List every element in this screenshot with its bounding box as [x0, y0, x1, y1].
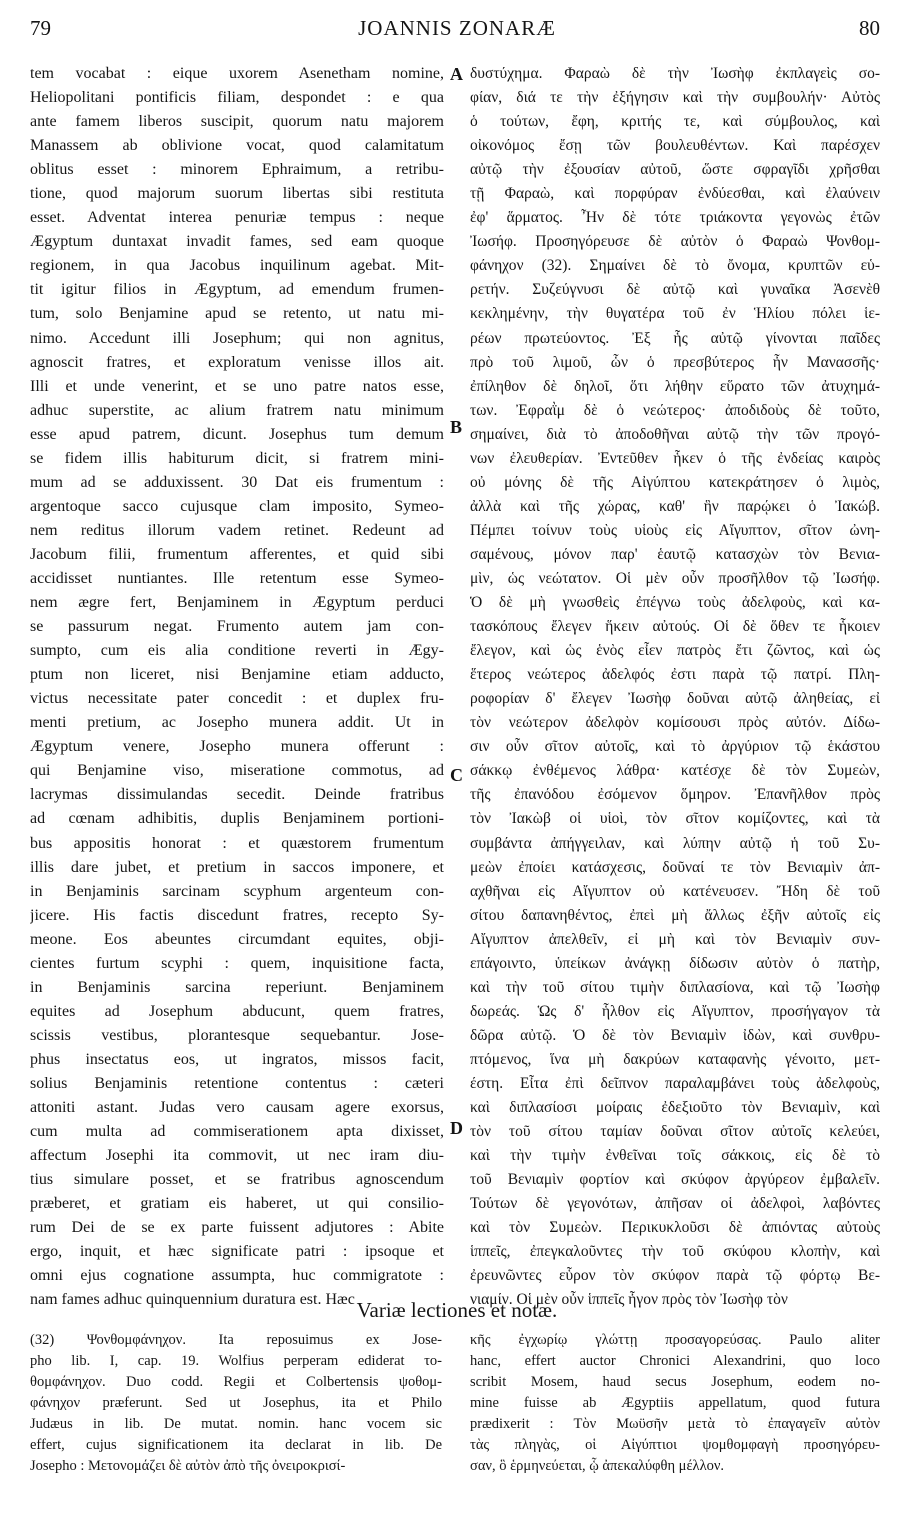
latin-text-line: sumpto, cum eis alia conditione reverti in Ægy-	[30, 642, 444, 660]
latin-text-line: Ægyptum duntaxat invadit fames, sed eam quoque	[30, 233, 444, 251]
greek-text-line: οὐ μόνης δὲ τῆς Αἰγύπτου κατεκράτησεν ὁ λιμὸς,	[470, 473, 880, 491]
greek-text-line: Ὁ δὲ μὴ γνωσθεὶς ἐπέγνω τοὺς ἀδελφοὺς, καὶ κα-	[470, 594, 880, 612]
latin-text-line: equites ad Josephum abducunt, quem fratres,	[30, 1002, 444, 1020]
latin-text-line: tit igitur filios in Ægyptum, ad emendum frumen-	[30, 281, 444, 299]
latin-text-line: affectum Josephi ita commovit, ut nec iram diu-	[30, 1147, 444, 1165]
latin-text-line: ptum non liceret, nisi Benjamine etiam adducto,	[30, 666, 444, 684]
greek-text-line: ἐρευνῶντες εὗρον τὸν σκύφον παρὰ τῷ φόρτῳ Βε-	[470, 1267, 880, 1285]
greek-text-line: επάγοιντο, ὑπείκων ἀνάγκῃ δίδωσιν αὐτὸν ὁ πατὴρ,	[470, 954, 880, 972]
latin-text-line: ergo, inquit, et hæc significate patri : ipsoque et	[30, 1243, 444, 1261]
latin-text-line: ante famem liberos suscipit, quorum natu majorem	[30, 113, 444, 131]
greek-text-line: μὶν, ὡς νεώτατον. Οἱ μὲν οὖν προσῆλθον τῷ Ἰωσήφ.	[470, 569, 880, 587]
running-header	[0, 16, 914, 56]
greek-text-line: ἐπίληθον δὲ δηλοῖ, ὅτι λήθην εὕρατο τῶν ἀτυχημά-	[470, 377, 880, 395]
latin-text-line: meone. Eos abeuntes circumdant equites, obji-	[30, 930, 444, 948]
greek-text-line: νων ἐλευθερίαν. Ἐντεῦθεν ἧκεν ὁ τῆς ἐνδείας καιρὸς	[470, 449, 880, 467]
greek-text-line: νιαμίν. Οἱ μὲν οὖν ἱππεῖς ἦγον πρὸς τὸν Ἰωσὴφ τὸν	[470, 1291, 788, 1309]
note-line: κῆς ἐγχωρίῳ γλώττῃ προσαγορεύσας. Paulo aliter	[470, 1332, 880, 1348]
greek-text-line: σημαίνει, διὰ τὸ ἀποδοθῆναι αὐτῷ τὴν τῶν προγό-	[470, 425, 880, 443]
margin-letter-a: A	[450, 64, 463, 84]
latin-text-line: menti pretium, ac Josepho munera addit. Ut in	[30, 714, 444, 732]
latin-text-line: solius Benjaminis retentione contentus : cæteri	[30, 1074, 444, 1092]
greek-text-line: ρέων πρωτεύοντος. Ἐξ ἧς αὐτῷ γίνονται παῖδες	[470, 329, 880, 347]
latin-text-line: Ægyptum venere, Josepho munera offerunt :	[30, 738, 444, 756]
latin-text-line: oblitus esset : minorem Ephraimum, a retribu-	[30, 161, 444, 179]
greek-text-line: Πέμπει τοίνυν τοὺς υἱοὺς εἰς Αἴγυπτον, σῖτον ὠνη-	[470, 521, 880, 539]
latin-text-line: esset. Adventat interea penuriæ tempus : neque	[30, 209, 444, 227]
note-line: mine fuisse ab Ægyptiis appellatum, quod futura	[470, 1395, 880, 1411]
note-line: φάνηχον præferunt. Sed ut Josephus, ita et Philo	[30, 1395, 442, 1411]
latin-text-line: bus appositis honorat : et quæstorem frumentum	[30, 834, 444, 852]
latin-text-line: jicere. His factis discedunt fratres, recepto Sy-	[30, 906, 444, 924]
latin-text-line: agnoscit fratres, et exploratum venisse illos ait.	[30, 353, 444, 371]
greek-text-line: ροφορίαν δ' ἔλεγεν Ἰωσὴφ δοῦναι αὐτῷ ἀληθείας, εἰ	[470, 690, 880, 708]
latin-text-line: se fidem illis habiturum dicit, si fratrem mini-	[30, 449, 444, 467]
latin-text-line: ad cœnam adhibitis, duplis Benjaminem portioni-	[30, 810, 444, 828]
margin-letter-b: B	[450, 417, 463, 437]
greek-text-line: καὶ τὴν τοῦ σίτου τιμὴν διπλασίονα, καὶ τῷ Ἰωσὴφ	[470, 978, 880, 996]
greek-text-line: φάνηχον (32). Σημαίνει δὲ τὸ ὄνομα, κρυπτῶν εὑ-	[470, 257, 880, 275]
greek-text-line: σιν οὖν σῖτον αὐτοῖς, καὶ τὸ ἀργύριον τῷ ἑκάστου	[470, 738, 880, 756]
greek-text-line: καὶ διπλασίοσι μοίραις ἐδεξιοῦτο τὸν Βενιαμὶν, καὶ	[470, 1099, 880, 1117]
greek-text-line: ἕτερος νεώτερος ἀδελφός ἐστι παρὰ τῷ πατρί. Πλη-	[470, 666, 880, 684]
latin-text-line: omni ejus cognatione assumpta, huc commigratote :	[30, 1267, 444, 1285]
note-line: (32) Ψονθομφάνηχον. Ita reposuimus ex Jose-	[30, 1332, 442, 1348]
greek-text-line: σαμένους, μόνον παρ' ἑαυτῷ κατασχὼν τὸν Βενια-	[470, 545, 880, 563]
note-line: θομφάνηχον. Duo codd. Regii et Colbertensis ψοθομ-	[30, 1374, 442, 1390]
note-line: prædixerit : Τὸν Μωϋσῆν μετὰ τὸ ἐπαγαγεῖν αὐτὸν	[470, 1416, 880, 1432]
greek-text-line: καὶ τὴν τιμὴν ἐνθεῖναι τοῖς σάκκοις, εἰς δὲ τὸ	[470, 1147, 880, 1165]
latin-text-line: Manassem ab oblivione vocat, quod calamitatum	[30, 137, 444, 155]
latin-text-line: argentoque sacco cujusque clam imposito, Symeo-	[30, 497, 444, 515]
latin-text-line: adhuc superstite, ac alium fratrem natu minimum	[30, 401, 444, 419]
latin-text-line: scissis vestibus, plorantesque sequebantur. Jose-	[30, 1026, 444, 1044]
margin-letter-d: D	[450, 1118, 463, 1138]
latin-text-line: esse apud patrem, dicunt. Josephus tum demum	[30, 425, 444, 443]
latin-text-line: tius simulare posset, et se fratribus agnoscendum	[30, 1171, 444, 1189]
greek-text-line: φίαν, διά τε τὴν ἐξήγησιν καὶ τὴν συμβουλήν· Αὐτὸς	[470, 89, 880, 107]
latin-text-line: tem vocabat : eique uxorem Asenetham nomine,	[30, 65, 444, 82]
note-line: effert, cujus significationem ita declarat in lib. De	[30, 1437, 442, 1453]
note-line: σαν, ὃ ἑρμηνεύεται, ᾧ ἀπεκαλύφθη μέλλον.	[470, 1458, 725, 1474]
note-line: pho lib. I, cap. 19. Wolfius perperam ediderat το-	[30, 1353, 442, 1369]
latin-text-line: in Benjaminis sarcinam scyphum argenteum con-	[30, 882, 444, 900]
note-line: hanc, effert auctor Chronici Alexandrini, quo loco	[470, 1353, 880, 1369]
greek-text-line: δυστύχημα. Φαραὼ δὲ τὴν Ἰωσὴφ ἐκπλαγεὶς σο-	[470, 65, 880, 82]
greek-text-line: μεὼν ἐποίει κατάσχεσις, δοῦναί τε τὸν Βενιαμὶν ἀπ-	[470, 858, 880, 876]
greek-text-line: τὸν νεώτερον ἀδελφὸν κομίσουσι πρὸς αὐτόν. Δίδω-	[470, 714, 880, 732]
latin-text-line: in Benjaminis sarcina reperiunt. Benjaminem	[30, 978, 444, 996]
latin-column	[30, 62, 444, 1312]
greek-text-line: δωρεάς. Ὡς δ' ἧλθον εἰς Αἴγυπτον, προσήγαγον τὰ	[470, 1002, 880, 1020]
greek-column	[470, 62, 880, 1312]
latin-text-line: regionem, in qua Jacobus inquilinum agebat. Mit-	[30, 257, 444, 275]
running-title: JOANNIS ZONARÆ	[358, 16, 556, 40]
notes-left-column	[30, 1330, 442, 1477]
margin-letter-c: C	[450, 765, 463, 785]
latin-text-line: Jacobum filii, frumentum afferentes, et quid sibi	[30, 545, 444, 563]
latin-text-line: accidisset nuntiantes. Ille retentum esse Symeo-	[30, 569, 444, 587]
greek-text-line: καὶ τὸν Συμεὼν. Περικυκλοῦσι δὲ ἀπιόντας αὐτοὺς	[470, 1219, 880, 1237]
latin-text-line: nem ægre fert, Benjaminem in Ægyptum perduci	[30, 594, 444, 612]
note-line: scribit Mosem, haud secus Josephum, eodem no-	[470, 1374, 880, 1390]
greek-text-line: συμβάντα ἀπήγγειλαν, καὶ λύπην αὐτῷ ἡ τοῦ Συ-	[470, 834, 880, 852]
greek-text-line: τῇ Φαραὼ, καὶ πορφύραν ἐνδύεσθαι, καὶ ἐλαύνειν	[470, 185, 880, 203]
greek-text-line: ἀλλὰ καὶ τῆς χώρας, καθ' ἣν παρῴκει ὁ Ἰακώβ.	[470, 497, 880, 515]
greek-text-line: τῆς ἐπανόδου ἐσόμενον ὅμηρον. Ἐπανῆλθον πρὸς	[470, 786, 880, 804]
greek-text-line: τὸν τοῦ σίτου ταμίαν δοῦναι σῖτον αὐτοῖς κελεύει,	[470, 1123, 880, 1141]
latin-text-line: se passurum negat. Frumento autem jam con-	[30, 618, 444, 636]
greek-text-line: των. Ἐφραῒμ δὲ ὁ νεώτερος· ἀποδιδοὺς δὲ τοῦτο,	[470, 401, 880, 419]
latin-text-line: cum multa ad commiserationem apta dixisset,	[30, 1123, 444, 1141]
greek-text-line: ἐφ' ἅρματος. Ἦν δὲ τότε τριάκοντα γεγονὼς ἐτῶν	[470, 209, 880, 227]
greek-text-line: Αἴγυπτον ἀπελθεῖν, εἰ μὴ καὶ τὸν Βενιαμὶν συν-	[470, 930, 880, 948]
latin-text-line: victus necessitate pater concedit : et duplex fru-	[30, 690, 444, 708]
latin-text-line: præberet, et gratiam eis haberet, ut qui consilio-	[30, 1195, 444, 1213]
page-number-left: 79	[30, 16, 51, 40]
notes-heading: Variæ lectiones et notæ.	[356, 1298, 558, 1322]
greek-text-line: ἔλεγον, καὶ ὡς ἑνὸς εἶεν πατρὸς ἔτι ζῶντος, καὶ ὡς	[470, 642, 880, 660]
page-number-right: 80	[859, 16, 880, 40]
latin-text-line: nimo. Accedunt illi Josephum; qui non agnitus,	[30, 329, 444, 347]
latin-text-line: rum Dei de se ex parte fuissent adjutores : Abite	[30, 1219, 444, 1237]
latin-text-line: qui Benjamine viso, miseratione commotus, ad	[30, 762, 444, 780]
latin-text-line: nam fames adhuc quinquennium duratura est. Hæc	[30, 1291, 355, 1309]
greek-text-line: τασκόπους ἔλεγεν ἥκειν αὐτούς. Οἱ δὲ ὅθεν τε ἧκοιεν	[470, 618, 880, 636]
greek-text-line: σάκκῳ ἐνθέμενος λάθρα· κατέσχε δὲ τὸν Συμεὼν,	[470, 762, 880, 780]
greek-text-line: αχθῆναι εἰς Αἴγυπτον οὐ κατένευσεν. Ἤδη δὲ τοῦ	[470, 882, 880, 900]
greek-text-line: σίτου δαπανηθέντος, ἐπεὶ μὴ ἄλλως ἐξῆν αὐτοῖς εἰς	[470, 906, 880, 924]
latin-text-line: nem reditus illorum vadem retinet. Redeunt ad	[30, 521, 444, 539]
greek-text-line: πτόμενος, ἵνα μὴ δακρύων καταφανὴς γένοιτο, μετ-	[470, 1050, 880, 1068]
greek-text-line: Τούτων δὲ γεγονότων, ἀπῆσαν οἱ ἀδελφοὶ, λαβόντες	[470, 1195, 880, 1213]
latin-text-line: tum, solo Benjamine apud se retento, ut natu mi-	[30, 305, 444, 323]
note-line: Judæus in lib. De mutat. nomin. hanc vocem sic	[30, 1416, 442, 1432]
latin-text-line: attoniti astant. Judas vero causam agere exorsus,	[30, 1099, 444, 1117]
greek-text-line: ἱππεῖς, ἐπεγκαλοῦντες τὴν τοῦ σκύφου κλοπὴν, καὶ	[470, 1243, 880, 1261]
greek-text-line: αὐτῷ τὴν ἐξουσίαν αὐτοῦ, ὥστε σφραγῖδι χρῆσθαι	[470, 161, 880, 179]
greek-text-line: έστη. Εἶτα ἐπὶ δεῖπνον παραλαμβάνει τοὺς ἀδελφοὺς,	[470, 1074, 880, 1092]
greek-text-line: ρετήν. Συζεύγνυσι δὲ αὐτῷ καὶ γυναῖκα Ἀσενὲθ	[470, 281, 880, 299]
latin-text-line: illis dare jubet, et pretium in saccos imponere, et	[30, 858, 444, 876]
note-line: τὰς πληγὰς, οἱ Αἰγύπτιοι ψομθομφαγὴ προσηγόρευ-	[470, 1437, 880, 1453]
note-line: Josepho : Μετονομάζει δὲ αὐτὸν ἀπὸ τῆς ὀνειροκρισί-	[30, 1458, 346, 1474]
latin-text-line: Heliopolitani pontificis filiam, despondet : e qua	[30, 89, 444, 107]
greek-text-line: οἰκονόμος ἔσῃ τῶν βουλευθέντων. Καὶ παρέσχεν	[470, 137, 880, 155]
greek-text-line: τοῦ Βενιαμὶν φορτίον καὶ σκύφον ἀργύρεον ἐμβαλεῖν.	[470, 1171, 880, 1189]
greek-text-line: κεκλημένην, τὴν θυγατέρα τοῦ ἐν Ἡλίου πόλει ἱε-	[470, 305, 880, 323]
greek-text-line: πρὸ τοῦ λιμοῦ, ὧν ὁ πρεσβύτερος ἦν Μανασσῆς·	[470, 353, 880, 371]
greek-text-line: δῶρα αὐτῷ. Ὁ δὲ τὸν Βενιαμὶν ἰδὼν, καὶ συνθρυ-	[470, 1026, 880, 1044]
latin-text-line: lacrymas dissimulandas secedit. Deinde fratribus	[30, 786, 444, 804]
notes-right-column	[470, 1330, 880, 1477]
greek-text-line: τὸν Ἰακὼβ οἱ υἱοὶ, τὸν σῖτον κομίζοντες, καὶ τὰ	[470, 810, 880, 828]
latin-text-line: mum ad se adduxissent. 30 Dat eis frumentum :	[30, 473, 444, 491]
latin-text-line: cientes furtum scyphi : quem, inquisitione facta,	[30, 954, 444, 972]
latin-text-line: Illi et unde venerint, et se uno patre natos esse,	[30, 377, 444, 395]
latin-text-line: phus insectatus eos, ut ingratos, missos facit,	[30, 1050, 444, 1068]
greek-text-line: ὁ τούτων, ἔφη, κριτής τε, καὶ σύμβουλος, καὶ	[470, 113, 880, 131]
greek-text-line: Ἰωσήφ. Προσηγόρευσε δὲ αὐτὸν ὁ Φαραὼ Ψονθομ-	[470, 233, 880, 251]
latin-text-line: tione, quod majorum suorum libertas sibi restituta	[30, 185, 444, 203]
